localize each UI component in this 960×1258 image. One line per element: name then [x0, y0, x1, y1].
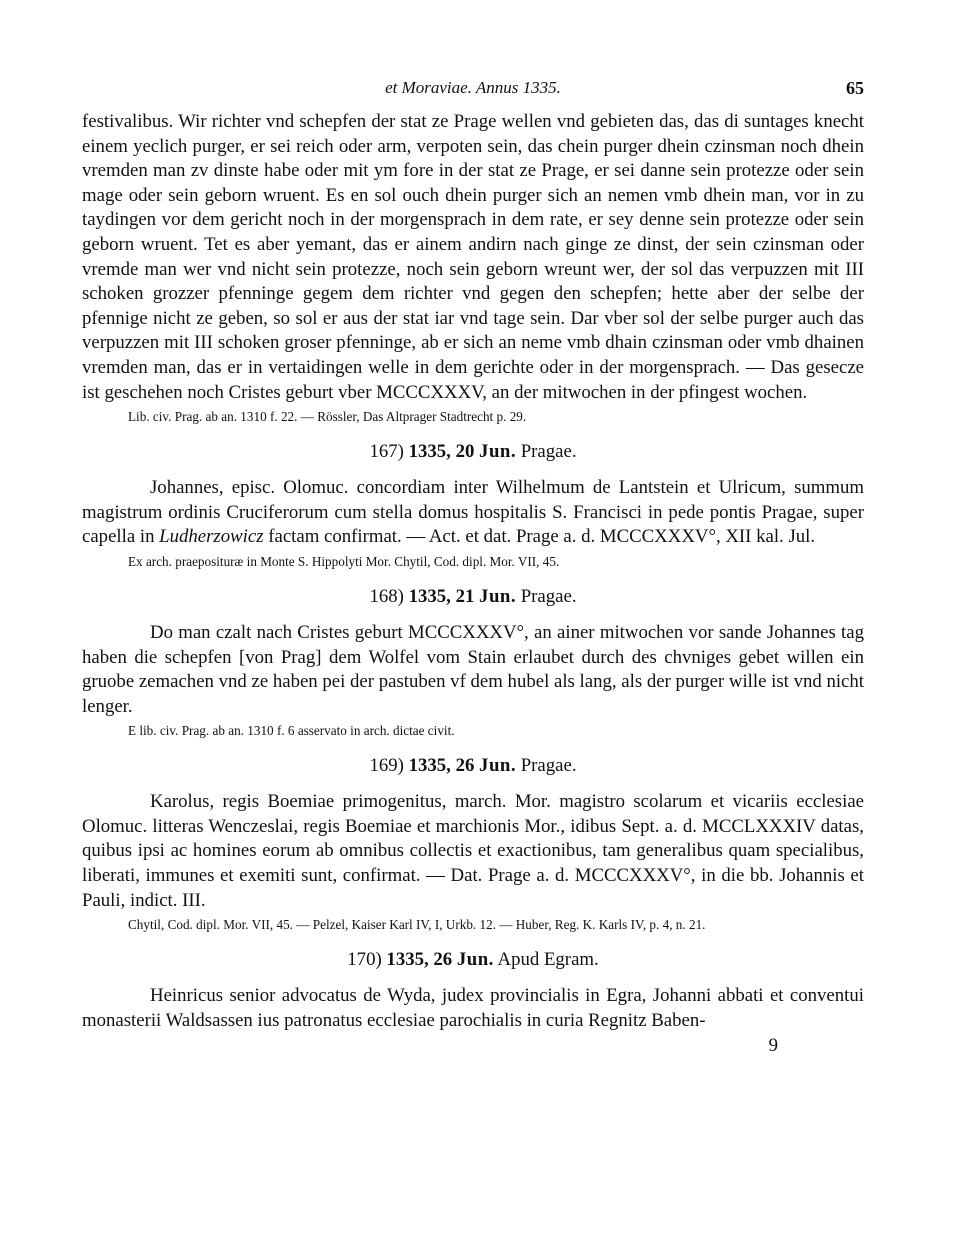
doc169-date: 1335, 26	[408, 755, 475, 777]
doc169-source: Chytil, Cod. dipl. Mor. VII, 45. — Pelzel, Kaiser Karl IV, I, Urkb. 12. — Huber, Reg. K. Karls IV, p. 4, n. 21.	[128, 917, 706, 933]
doc167-month: Jun.	[479, 441, 517, 463]
doc167-number: 167)	[369, 441, 404, 463]
running-title: et Moraviae. Annus 1335.	[385, 78, 561, 97]
doc168-place: Pragae.	[520, 585, 577, 607]
doc169-place: Pragae.	[520, 755, 577, 777]
doc168-source: E lib. civ. Prag. ab an. 1310 f. 6 asservato in arch. dictae civit.	[128, 723, 455, 739]
doc167-heading	[82, 440, 864, 464]
document-page	[82, 78, 864, 1057]
doc170-place: Apud Egram.	[497, 949, 599, 971]
doc168-text: Do man czalt nach Cristes geburt MCCCXXXV°, an ainer mitwochen vor sande Johannes tag haben die schepfen [von Prag] dem Wolfel vom Stain erlaubet durch des chvniges gebet willen ein gruobe zemachen vnd ze haben pei der pastuben vf dem hubel als lang, als der purger wille ist vnd nicht lenger.	[82, 621, 864, 717]
doc168-number: 168)	[369, 585, 404, 607]
doc167-place: Pragae.	[520, 441, 577, 463]
doc166-text: festivalibus. Wir richter vnd schepfen der stat ze Prage wellen vnd gebieten das, das di suntages knecht einem yeclich purger, er sei reich oder arm, verpoten sein, das chein purger dhein czinsman noch dhein vremden man zv dinste habe oder mit ym fore in der stat ze Prage, er sei danne sein protezze oder sein mage oder sein geborn wruent. Es en sol ouch dhein purger sich an nemen vmb dhein man, vor in zu taydingen vor dem gericht noch in der morgensprach in dem rate, er sey denne sein protezze oder sein geborn wruent. Tet es aber yemant, das er ainem andirn nach ginge ze dinst, der sein czinsman oder vremde man wer vnd nicht sein protezze, noch sein geborn wreunt wer, der sol das verpuzzen mit III schoken grozzer pfenninge gegem dem richter vnd gegen den schepfen; hette aber der selbe der pfennige nicht ze geben, so sol er aus der stat iar vnd tage sein. Dar vber sol der selbe purger auch das verpuzzen mit III schoken groser pfenninge, ab er sich an neme vmb dhain czinsman oder vmb dhainen vremden man, das er in vertaidingen welle in dem gerichte oder in der morgensprach. — Das gesecze ist geschehen noch Cristes geburt vber MCCCXXXV, an der mitwochen in der pfingest wochen.	[82, 111, 864, 403]
doc170-heading	[82, 948, 864, 972]
doc167-text-italic: Ludherzowicz	[159, 526, 264, 548]
doc166-source: Lib. civ. Prag. ab an. 1310 f. 22. — Rössler, Das Altprager Stadtrecht p. 29.	[128, 409, 527, 425]
doc170-date: 1335, 26	[386, 949, 453, 971]
doc168-month: Jun.	[479, 585, 517, 607]
running-head	[82, 78, 864, 108]
doc168-date: 1335, 21	[408, 585, 475, 607]
doc169-number: 169)	[369, 755, 404, 777]
signature-mark: 9	[768, 1035, 778, 1057]
doc170-month: Jun.	[456, 949, 494, 971]
doc167-text	[82, 476, 864, 550]
doc170-text: Heinricus senior advocatus de Wyda, judex provincialis in Egra, Johanni abbati et conventui monasterii Waldsassen ius patronatus ecclesiae parochialis in curia Regnitz Baben-	[82, 985, 864, 1031]
doc169-month: Jun.	[479, 755, 517, 777]
doc170-number: 170)	[347, 949, 382, 971]
doc168-heading	[82, 585, 864, 609]
doc169-text: Karolus, regis Boemiae primogenitus, march. Mor. magistro scolarum et vicariis ecclesiae Olomuc. litteras Wenczeslai, regis Boemiae et marchionis Mor., idibus Sept. a. d. MCCLXXXIV datas, quibus ipsi ac homines eorum ab omnibus collectis et exactionibus, tam generalibus quam specialibus, liberati, immunes et exemiti sunt, confirmat. — Dat. Prage a. d. MCCCXXXV°, in die bb. Johannis et Pauli, indict. III.	[82, 791, 864, 911]
doc169-heading	[82, 754, 864, 778]
page-number: 65	[846, 78, 864, 98]
doc167-date: 1335, 20	[408, 441, 475, 463]
doc167-source: Ex arch. praeposituræ in Monte S. Hippolyti Mor. Chytil, Cod. dipl. Mor. VII, 45.	[128, 553, 560, 569]
doc167-text-a: Johannes, episc. Olomuc. concordiam inter Wilhelmum de Lantstein et Ulricum, summum magistrum ordinis Cruciferorum cum stella domus hospitalis S. Francisci in pede pontis Pragae, super capella in	[82, 477, 864, 548]
doc167-text-b: factam confirmat. — Act. et dat. Prage a. d. MCCCXXXV°, XII kal. Jul.	[263, 526, 816, 548]
